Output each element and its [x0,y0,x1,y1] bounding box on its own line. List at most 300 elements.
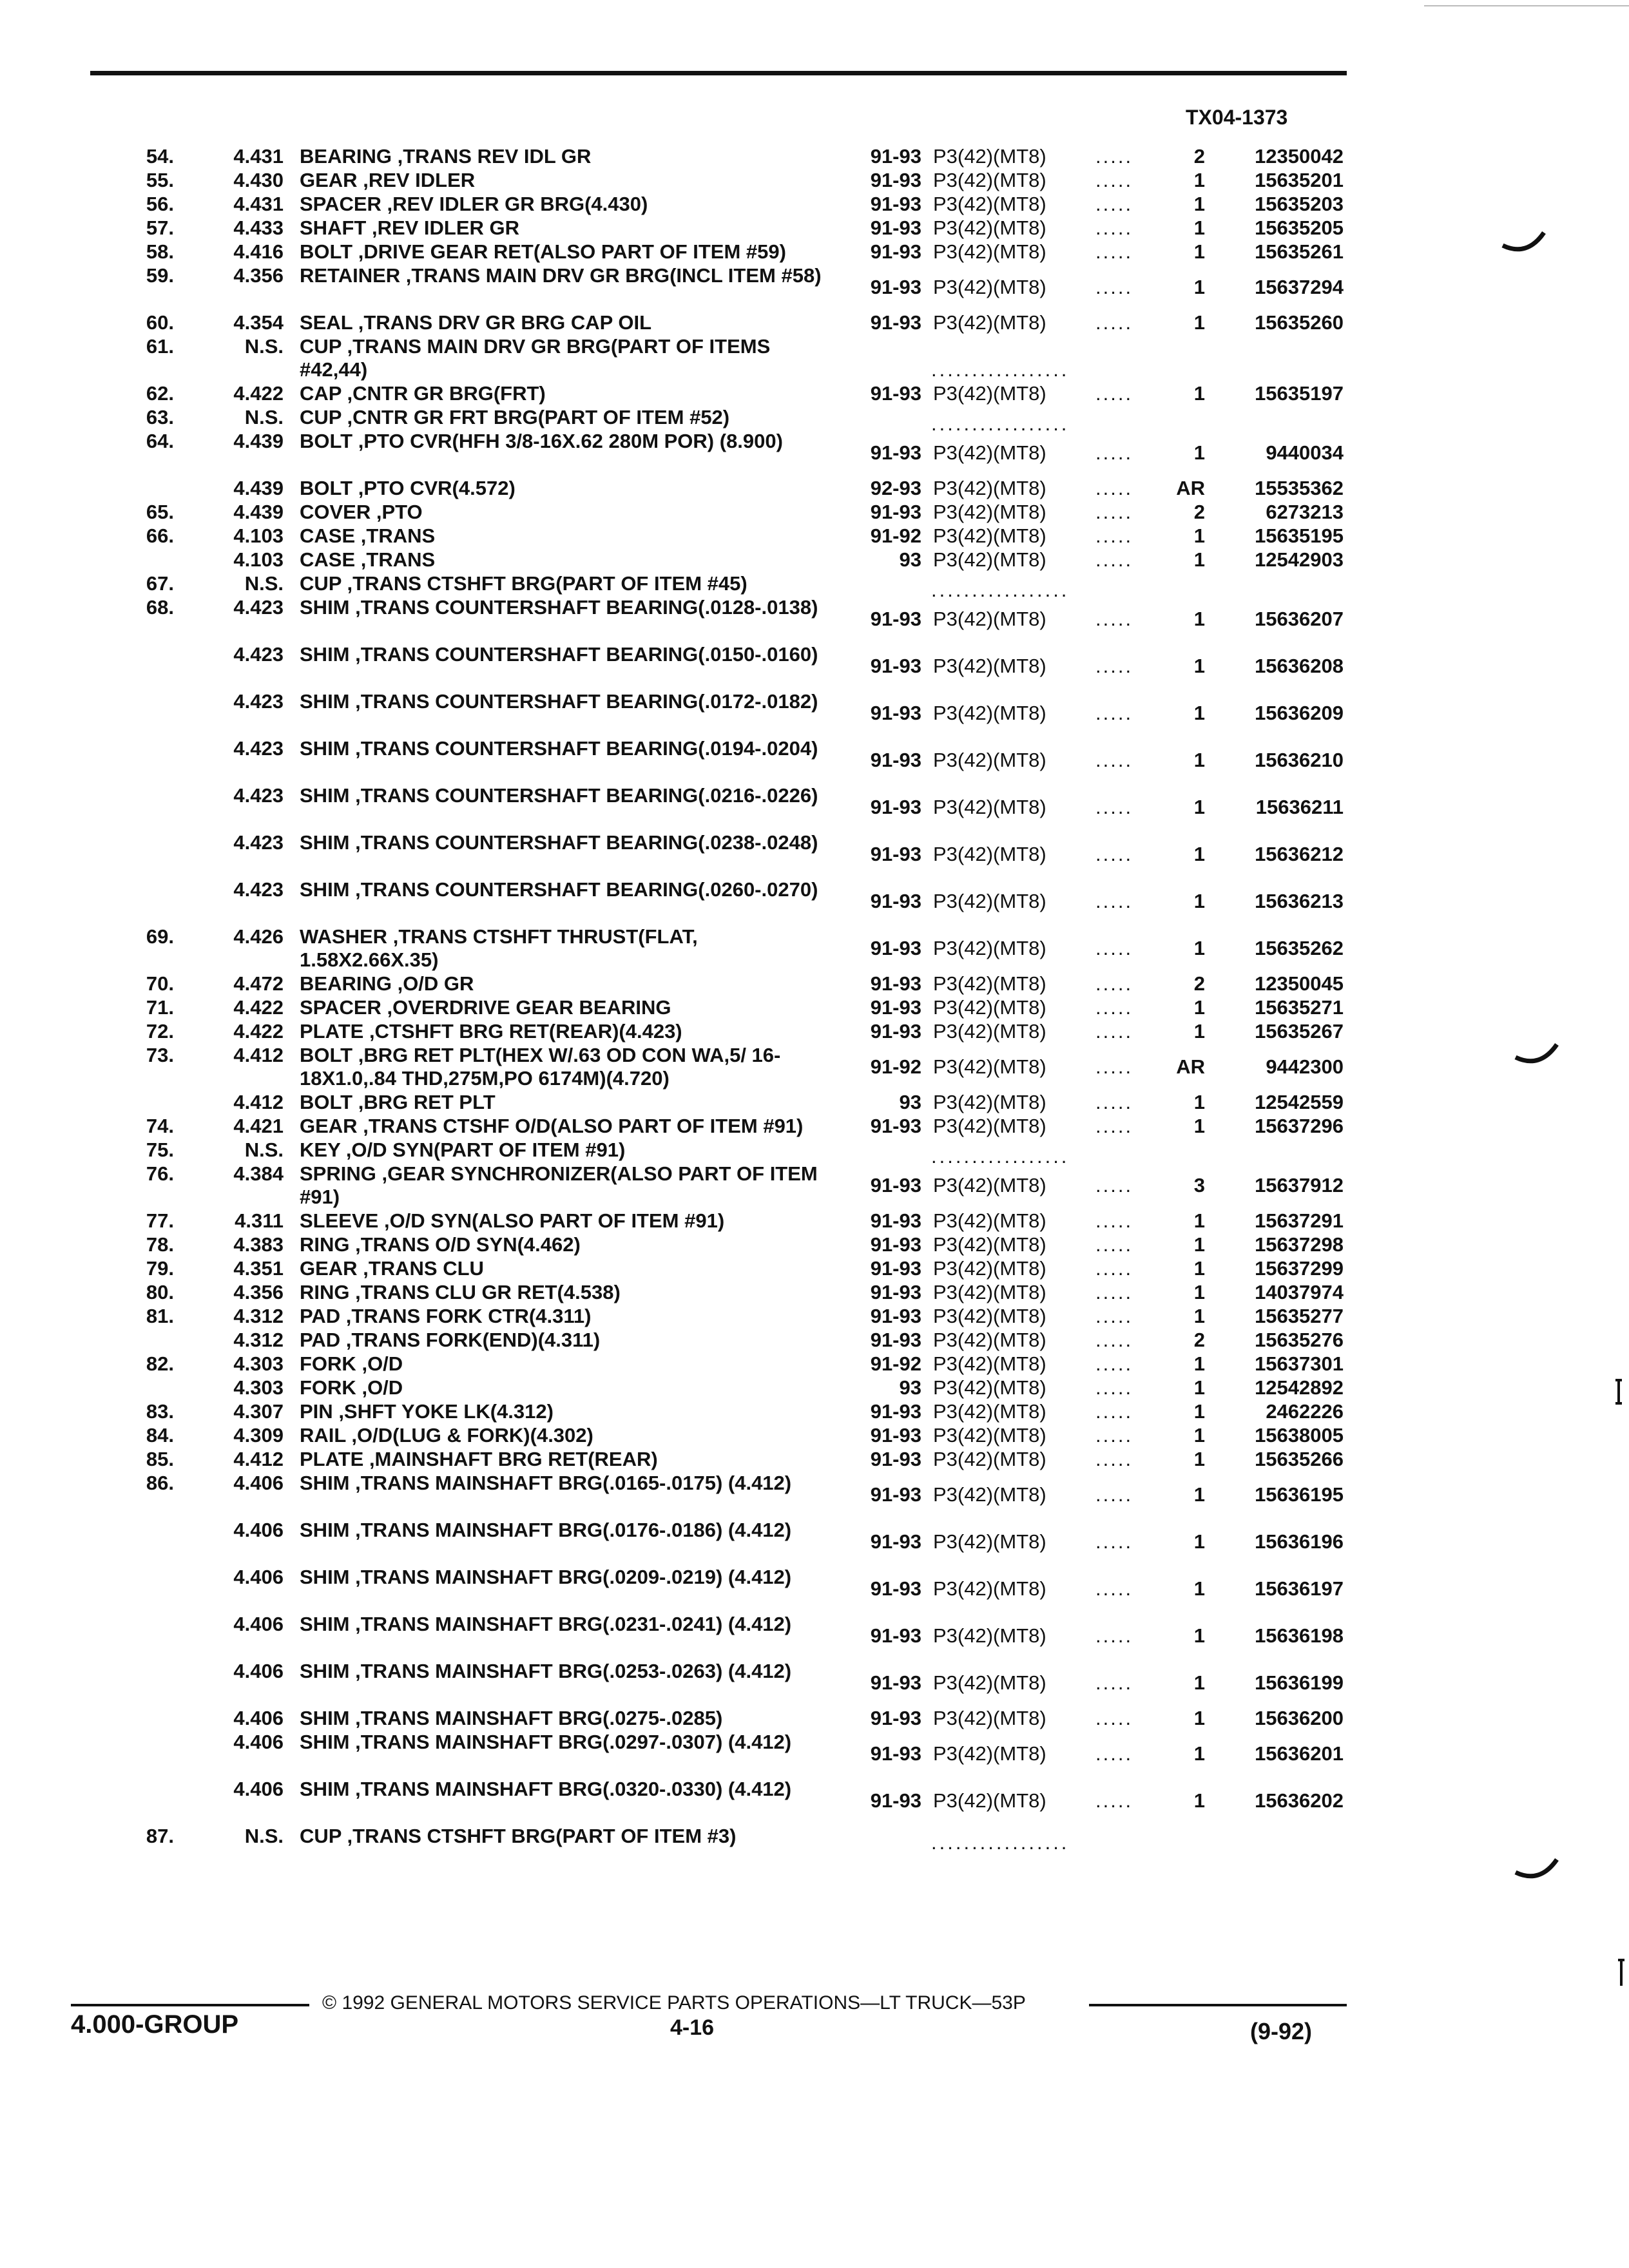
model-code: P3(42)(MT8) [933,169,1046,191]
model-years: 91-93 [870,1209,921,1232]
quantity: 1 [1193,1020,1205,1043]
part-name: SHAFT [300,216,367,239]
item-number: 68. [146,596,174,619]
part-name: CASE [300,548,356,571]
part-qualifier: ,TRANS COUNTERSHAFT BEARING(.0128-.0138) [355,596,818,619]
part-description [300,690,834,713]
model-code: P3(42)(MT8) [933,1305,1046,1327]
part-description [300,193,834,216]
part-name: SPACER [300,193,381,215]
part-row [0,477,1629,501]
part-number: 15637296 [1255,1115,1344,1137]
leader-dots: ..... [1095,1789,1133,1812]
model-years: 91-92 [870,524,921,547]
leader-dots: ..... [1095,240,1133,263]
leader-dots: ..... [1095,524,1133,547]
part-description [300,430,834,453]
part-description [300,1281,834,1304]
part-row [0,996,1629,1020]
figure-number: 4.431 [233,145,284,168]
model-code: P3(42)(MT8) [933,1707,1046,1729]
part-row [0,1281,1629,1305]
part-description [300,311,834,334]
quantity: 1 [1193,1281,1205,1303]
figure-number: 4.406 [233,1660,284,1682]
figure-number: 4.103 [233,524,284,547]
part-qualifier: ,TRANS COUNTERSHAFT BEARING(.0194-.0204) [355,737,818,760]
model-code: P3(42)(MT8) [933,1055,1046,1078]
item-number: 76. [146,1162,174,1185]
quantity: 1 [1193,311,1205,334]
leader-dots: ..... [1095,1020,1133,1043]
item-number: 73. [146,1044,174,1066]
part-row [0,1044,1629,1091]
model-years: 91-93 [870,501,921,523]
leader-dots: ..... [1095,1671,1133,1694]
part-number: 15635262 [1255,937,1344,959]
model-years: 91-93 [870,276,921,298]
part-name: RETAINER [300,264,401,287]
quantity: 1 [1193,1376,1205,1399]
figure-number: 4.354 [233,311,284,334]
item-number: 61. [146,335,174,358]
part-qualifier: ,TRANS MAINSHAFT BRG(.0320-.0330) (4.412) [355,1778,792,1800]
part-name: BEARING [300,972,392,995]
model-code: P3(42)(MT8) [933,1115,1046,1137]
part-description [300,1707,834,1730]
part-number: 15636199 [1255,1671,1344,1694]
part-name: BOLT [300,430,353,452]
item-number: 77. [146,1209,174,1232]
part-name: BOLT [300,1044,353,1066]
part-name: GEAR [300,1115,358,1137]
part-description [300,524,834,548]
model-code: P3(42)(MT8) [933,843,1046,865]
part-qualifier: ,CTSHFT BRG RET(REAR)(4.423) [369,1020,682,1043]
item-number: 67. [146,572,174,595]
item-number: 63. [146,406,174,428]
part-name: BOLT [300,477,353,499]
part-row [0,737,1629,784]
part-number: 15636209 [1255,702,1344,724]
part-description [300,1566,834,1589]
part-number: 15635203 [1255,193,1344,215]
quantity: 1 [1193,843,1205,865]
part-number: 15636207 [1255,608,1344,630]
model-years: 91-93 [870,1483,921,1506]
part-row [0,1731,1629,1778]
part-number: 15636195 [1255,1483,1344,1506]
item-number: 74. [146,1115,174,1137]
part-row [0,1448,1629,1472]
model-years: 91-93 [870,1305,921,1327]
leader-dots: ..... [1095,796,1133,818]
item-number: 80. [146,1281,174,1303]
model-code: P3(42)(MT8) [933,1352,1046,1375]
figure-number: 4.383 [233,1233,284,1256]
part-qualifier: ,TRANS MAINSHAFT BRG(.0176-.0186) (4.412) [355,1519,792,1541]
part-row [0,1305,1629,1329]
part-description [300,240,834,264]
part-qualifier: ,TRANS CTSHFT BRG(PART OF ITEM #45) [347,572,747,595]
model-years: 93 [899,1376,921,1399]
part-number: 15635260 [1255,311,1344,334]
quantity: 1 [1193,1233,1205,1256]
part-name: SHIM [300,831,350,854]
figure-number: 4.311 [235,1209,284,1232]
part-number: 15637912 [1255,1174,1344,1196]
model-code: P3(42)(MT8) [933,749,1046,771]
part-row [0,1020,1629,1044]
part-qualifier: ,TRANS COUNTERSHAFT BEARING(.0260-.0270) [355,878,818,901]
quantity: 1 [1193,240,1205,263]
quantity: 1 [1193,1209,1205,1232]
document-code: TX04-1373 [1186,106,1288,129]
part-name: PIN [300,1400,333,1423]
part-number: 15637294 [1255,276,1344,298]
item-number: 86. [146,1472,174,1494]
part-number: 15636196 [1255,1530,1344,1553]
part-description [300,1329,834,1352]
item-number: 64. [146,430,174,452]
quantity: 1 [1193,608,1205,630]
part-row [0,643,1629,690]
model-years: 91-93 [870,843,921,865]
model-code: P3(42)(MT8) [933,702,1046,724]
leader-dots: ..... [1095,382,1133,405]
part-number: 15635197 [1255,382,1344,405]
quantity: 1 [1193,1424,1205,1446]
item-number: 54. [146,145,174,168]
model-code: P3(42)(MT8) [933,1376,1046,1399]
part-row [0,1233,1629,1257]
part-name: WASHER [300,925,388,948]
model-code: P3(42)(MT8) [933,655,1046,677]
part-number: 14037974 [1255,1281,1344,1303]
part-name: BEARING [300,145,392,168]
figure-number: 4.423 [233,596,284,619]
quantity: 1 [1193,216,1205,239]
part-name: PLATE [300,1020,364,1043]
quantity: 2 [1193,1329,1205,1351]
figure-number: 4.423 [233,690,284,713]
figure-number: 4.356 [233,264,284,287]
quantity: 1 [1193,1789,1205,1812]
figure-number: N.S. [244,1139,284,1161]
leader-dots: ..... [1095,548,1133,571]
part-number: 12542892 [1255,1376,1344,1399]
model-years: 91-93 [870,655,921,677]
part-description [300,335,834,381]
model-code: P3(42)(MT8) [933,1209,1046,1232]
item-number: 60. [146,311,174,334]
part-qualifier: ,TRANS FORK CTR(4.311) [345,1305,592,1327]
model-years: 91-93 [870,1233,921,1256]
model-years: 91-93 [870,1115,921,1137]
part-description [300,1613,834,1636]
figure-number: 4.312 [233,1305,284,1327]
model-years: 91-93 [870,996,921,1019]
model-code: P3(42)(MT8) [933,1424,1046,1446]
part-qualifier: ,TRANS MAINSHAFT BRG(.0209-.0219) (4.412) [355,1566,792,1588]
figure-number: N.S. [244,1825,284,1847]
part-qualifier: ,SHFT YOKE LK(4.312) [338,1400,554,1423]
item-number: 56. [146,193,174,215]
leader-dots: ..... [1095,1530,1133,1553]
figure-number: 4.412 [233,1091,284,1113]
part-qualifier: ,REV IDLER GR [371,216,520,239]
part-name: SLEEVE [300,1209,379,1232]
quantity: 1 [1193,1400,1205,1423]
model-code: P3(42)(MT8) [933,441,1046,464]
model-years: 91-93 [870,1020,921,1043]
part-description [300,572,834,595]
leader-dots: ..... [1095,441,1133,464]
part-row [0,524,1629,548]
model-code: P3(42)(MT8) [933,1789,1046,1812]
part-number: 15637298 [1255,1233,1344,1256]
model-code: P3(42)(MT8) [933,240,1046,263]
footer-rule-left [71,2004,309,2006]
part-description [300,1020,834,1043]
model-years: 91-93 [870,890,921,912]
part-name: SHIM [300,784,350,807]
leader-dots: ..... [1095,1115,1133,1137]
part-qualifier: ,REV IDLER [363,169,476,191]
quantity: 1 [1193,1577,1205,1600]
model-code: P3(42)(MT8) [933,382,1046,405]
part-name: CASE [300,524,356,547]
part-qualifier: ,TRANS [360,548,436,571]
part-number: 15636197 [1255,1577,1344,1600]
model-years: 91-93 [870,311,921,334]
part-qualifier: ,CNTR GR FRT BRG(PART OF ITEM #52) [347,406,730,428]
model-years: 91-92 [870,1352,921,1375]
quantity: 1 [1193,1305,1205,1327]
model-years: 93 [899,548,921,571]
model-years: 91-93 [870,702,921,724]
model-code: P3(42)(MT8) [933,1671,1046,1694]
part-number: 15635205 [1255,216,1344,239]
part-row [0,1209,1629,1233]
model-code: P3(42)(MT8) [933,276,1046,298]
part-qualifier: ,PTO CVR(HFH 3/8-16X.62 280M POR) (8.900) [358,430,783,452]
part-name: SHIM [300,1472,350,1494]
quantity: 1 [1193,548,1205,571]
leader-dots: ..... [1095,216,1133,239]
part-qualifier: ,TRANS [360,524,436,547]
model-code: P3(42)(MT8) [933,796,1046,818]
part-description [300,1424,834,1447]
part-qualifier: ,TRANS MAIN DRV GR BRG(INCL ITEM #58) [405,264,822,287]
part-description [300,878,834,901]
part-row [0,430,1629,477]
figure-number: 4.423 [233,643,284,666]
figure-number: 4.406 [233,1731,284,1753]
part-number: 15636198 [1255,1624,1344,1647]
part-description [300,548,834,572]
figure-number: 4.433 [233,216,284,239]
part-qualifier: ,TRANS O/D SYN(4.462) [355,1233,581,1256]
model-code: P3(42)(MT8) [933,1624,1046,1647]
part-number: 12542903 [1255,548,1344,571]
figure-number: 4.406 [233,1778,284,1800]
model-code: P3(42)(MT8) [933,1329,1046,1351]
quantity: 1 [1193,1742,1205,1765]
figure-number: N.S. [244,572,284,595]
quantity: 1 [1193,1483,1205,1506]
leader-dots: ..... [1095,996,1133,1019]
part-row [0,169,1629,193]
part-row [0,1115,1629,1139]
part-name: SHIM [300,878,350,901]
quantity: 1 [1193,193,1205,215]
figure-number: 4.406 [233,1707,284,1729]
header-rule [90,71,1347,75]
model-code: P3(42)(MT8) [933,1577,1046,1600]
part-number: 15635195 [1255,524,1344,547]
part-description [300,831,834,854]
part-name: RING [300,1233,350,1256]
part-qualifier: ,PTO [376,501,423,523]
figure-number: 4.356 [233,1281,284,1303]
figure-number: 4.406 [233,1519,284,1541]
part-qualifier: ,TRANS MAINSHAFT BRG(.0165-.0175) (4.412) [355,1472,792,1494]
part-name: CUP [300,572,342,595]
quantity: 1 [1193,796,1205,818]
model-code: P3(42)(MT8) [933,524,1046,547]
quantity: 1 [1193,749,1205,771]
model-code: P3(42)(MT8) [933,1281,1046,1303]
part-name: CAP [300,382,342,405]
part-qualifier: ,BRG RET PLT(HEX W/.63 OD CON WA,5/ 16-18X1.0,.84 THD,275M,PO 6174M)(4.720) [300,1044,781,1090]
item-number: 72. [146,1020,174,1043]
part-description [300,1519,834,1542]
figure-number: 4.423 [233,831,284,854]
model-years: 91-93 [870,145,921,168]
leader-dots: ..... [1095,1742,1133,1765]
leader-dots: ..... [1095,1707,1133,1729]
part-name: SHIM [300,1778,350,1800]
part-name: SHIM [300,1613,350,1635]
part-name: FORK [300,1352,356,1375]
part-row [0,1424,1629,1448]
part-name: SHIM [300,1731,350,1753]
figure-number: 4.309 [233,1424,284,1446]
part-row [0,1257,1629,1281]
quantity: 1 [1193,1530,1205,1553]
part-qualifier: ,TRANS MAINSHAFT BRG(.0275-.0285) [355,1707,723,1729]
part-description [300,1660,834,1683]
leader-dots: ..... [1095,1281,1133,1303]
figure-number: 4.423 [233,784,284,807]
part-number: 15637301 [1255,1352,1344,1375]
part-row [0,596,1629,643]
quantity: 1 [1193,169,1205,191]
part-row [0,216,1629,240]
figure-number: N.S. [244,335,284,358]
part-description [300,1139,834,1162]
model-years: 91-93 [870,1789,921,1812]
part-name: SHIM [300,1566,350,1588]
part-row [0,690,1629,737]
quantity: 1 [1193,524,1205,547]
item-number: 62. [146,382,174,405]
leader-dots: ..... [1095,749,1133,771]
figure-number: 4.472 [233,972,284,995]
part-name: GEAR [300,1257,358,1280]
model-years: 91-93 [870,441,921,464]
part-row [0,548,1629,572]
part-name: SPRING [300,1162,376,1185]
part-number: 15638005 [1255,1424,1344,1446]
part-name: BOLT [300,240,353,263]
part-qualifier: ,O/D [361,1352,403,1375]
part-name: BOLT [300,1091,353,1113]
item-number: 59. [146,264,174,287]
model-years: 91-93 [870,240,921,263]
part-row [0,1707,1629,1731]
quantity: 1 [1193,655,1205,677]
part-row [0,382,1629,406]
part-row [0,572,1629,601]
part-row [0,1825,1629,1854]
quantity: 1 [1193,1091,1205,1113]
part-row [0,145,1629,169]
part-number: 12350045 [1255,972,1344,995]
not-serviced-dots: ................. [931,1145,1070,1168]
item-number: 66. [146,524,174,547]
leader-dots: ..... [1095,1329,1133,1351]
quantity: AR [1176,477,1205,499]
figure-number: 4.103 [233,548,284,571]
figure-number: 4.416 [233,240,284,263]
part-name: FORK [300,1376,356,1399]
quantity: 1 [1193,382,1205,405]
part-name: COVER [300,501,371,523]
part-qualifier: ,OVERDRIVE GEAR BEARING [387,996,671,1019]
part-row [0,1613,1629,1660]
part-name: SHIM [300,690,350,713]
leader-dots: ..... [1095,655,1133,677]
part-description [300,1825,834,1848]
item-number: 84. [146,1424,174,1446]
part-row [0,311,1629,335]
model-code: P3(42)(MT8) [933,1448,1046,1470]
part-number: 15636211 [1255,796,1344,818]
item-number: 55. [146,169,174,191]
figure-number: 4.307 [233,1400,284,1423]
part-name: SHIM [300,1660,350,1682]
footer-date: (9-92) [1250,2018,1313,2044]
part-description [300,145,834,168]
part-name: PAD [300,1305,341,1327]
model-code: P3(42)(MT8) [933,996,1046,1019]
leader-dots: ..... [1095,843,1133,865]
figure-number: 4.423 [233,737,284,760]
part-row [0,1400,1629,1424]
part-description [300,1778,834,1801]
leader-dots: ..... [1095,1352,1133,1375]
part-number: 15636212 [1255,843,1344,865]
figure-number: 4.439 [233,430,284,452]
model-code: P3(42)(MT8) [933,1400,1046,1423]
quantity: 2 [1193,972,1205,995]
leader-dots: ..... [1095,169,1133,191]
model-years: 93 [899,1091,921,1113]
part-number: 15635267 [1255,1020,1344,1043]
part-description [300,643,834,666]
